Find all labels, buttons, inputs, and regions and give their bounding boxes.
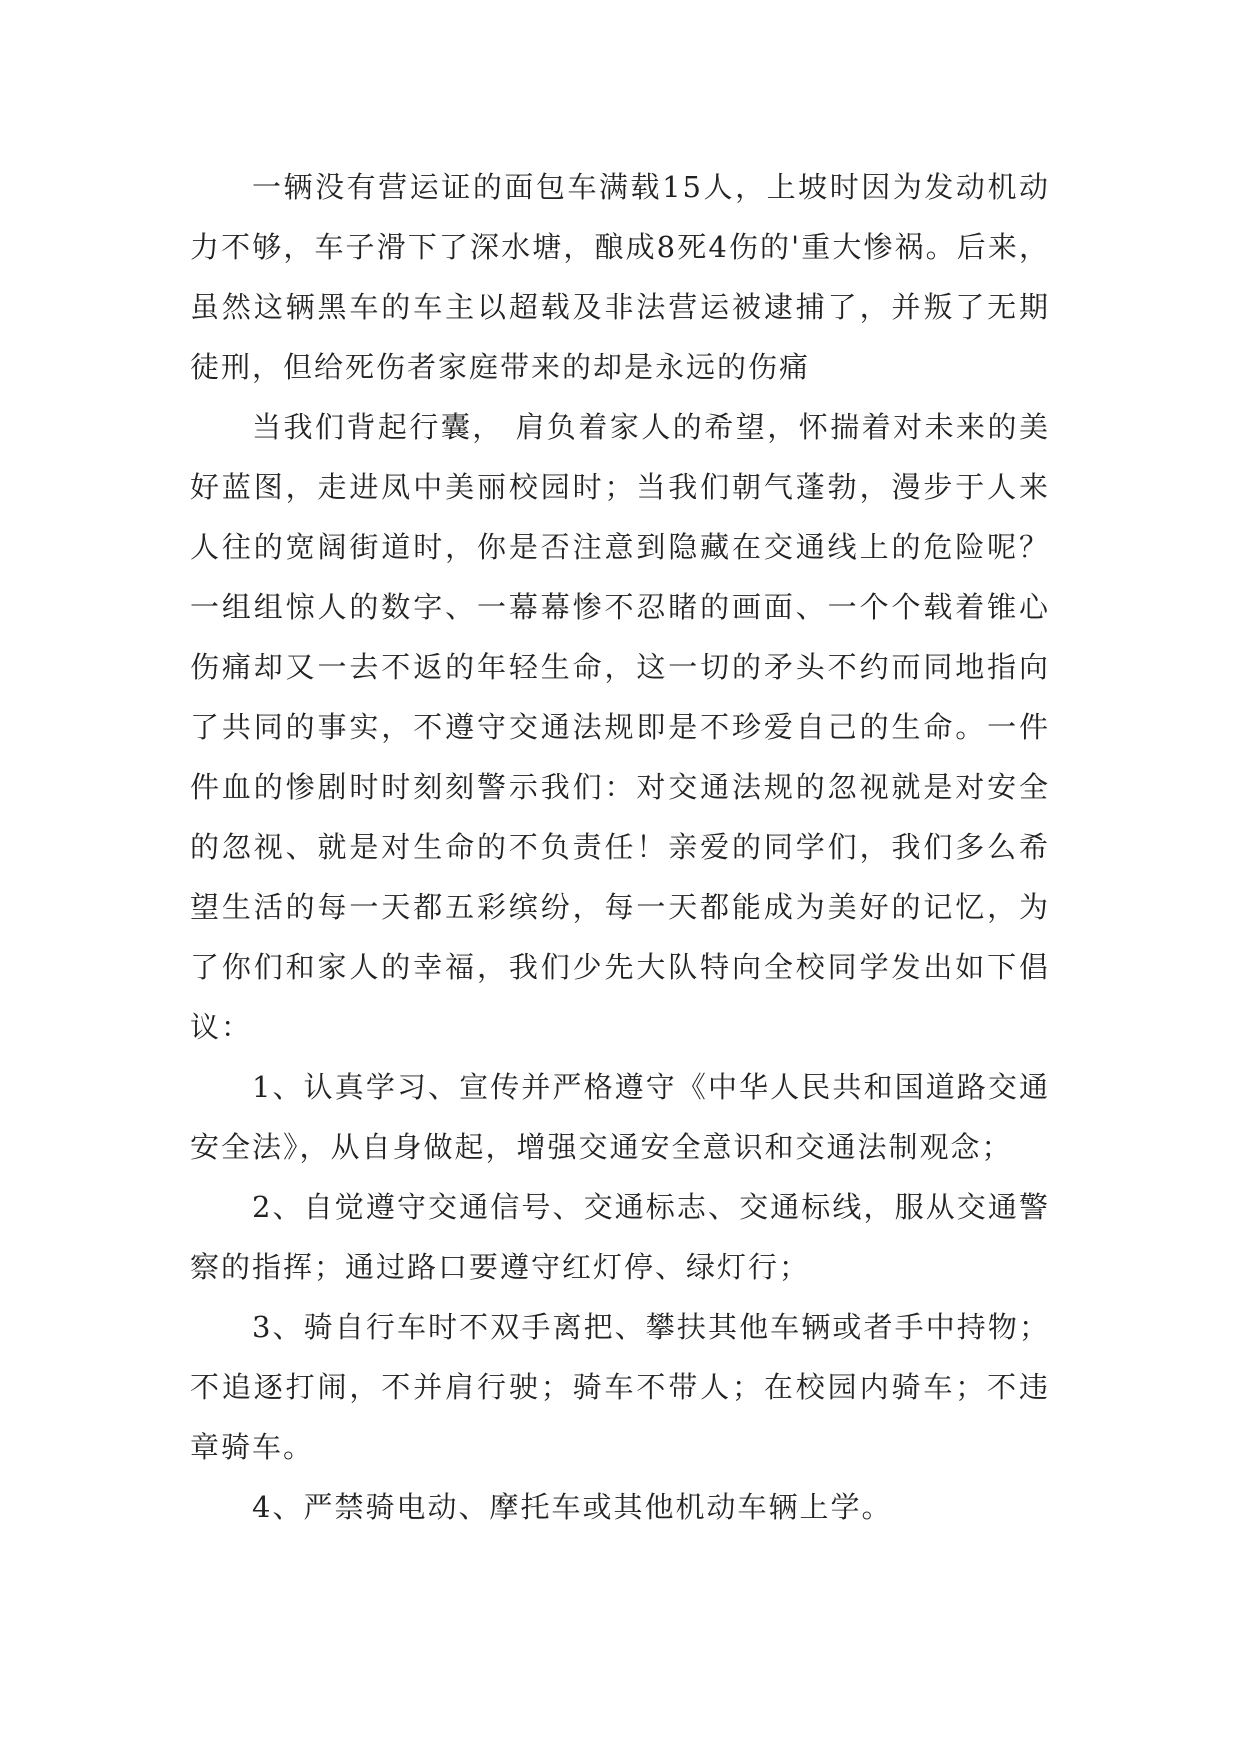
proposal-item-2: 2、自觉遵守交通信号、交通标志、交通标线，服从交通警察的指挥；通过路口要遵守红灯停、绿灯行； (190, 1190, 1050, 1284)
proposal-item-1: 1、认真学习、宣传并严格遵守《中华人民共和国道路交通安全法》，从自身做起，增强交通安全意识和交通法制观念； (190, 1070, 1050, 1164)
proposal-item-3: 3、骑自行车时不双手离把、攀扶其他车辆或者手中持物；不追逐打闹，不并肩行驶；骑车不带人；在校园内骑车；不违章骑车。 (190, 1310, 1050, 1464)
document-body (190, 157, 1050, 1537)
proposal-item-4: 4、严禁骑电动、摩托车或其他机动车辆上学。 (252, 1490, 893, 1524)
paragraph-accident-story: 一辆没有营运证的面包车满载15人，上坡时因为发动机动力不够，车子滑下了深水塘，酿成8死4伤的'重大惨祸。后来，虽然这辆黑车的车主以超载及非法营运被逮捕了，并叛了无期徒刑，但给死伤者家庭带来的却是永远的伤痛 (190, 170, 1050, 384)
paragraph-appeal: 当我们背起行囊， 肩负着家人的希望，怀揣着对未来的美好蓝图，走进凤中美丽校园时；当我们朝气蓬勃，漫步于人来人往的宽阔街道时，你是否注意到隐藏在交通线上的危险呢？一组组惊人的数字、一幕幕惨不忍睹的画面、一个个载着锥心伤痛却又一去不返的年轻生命，这一切的矛头不约而同地指向了共同的事实，不遵守交通法规即是不珍爱自己的生命。一件件血的惨剧时时刻刻警示我们：对交通法规的忽视就是对安全的忽视、就是对生命的不负责任！亲爱的同学们，我们多么希望生活的每一天都五彩缤纷，每一天都能成为美好的记忆，为了你们和家人的幸福，我们少先大队特向全校同学发出如下倡议： (190, 410, 1050, 1044)
